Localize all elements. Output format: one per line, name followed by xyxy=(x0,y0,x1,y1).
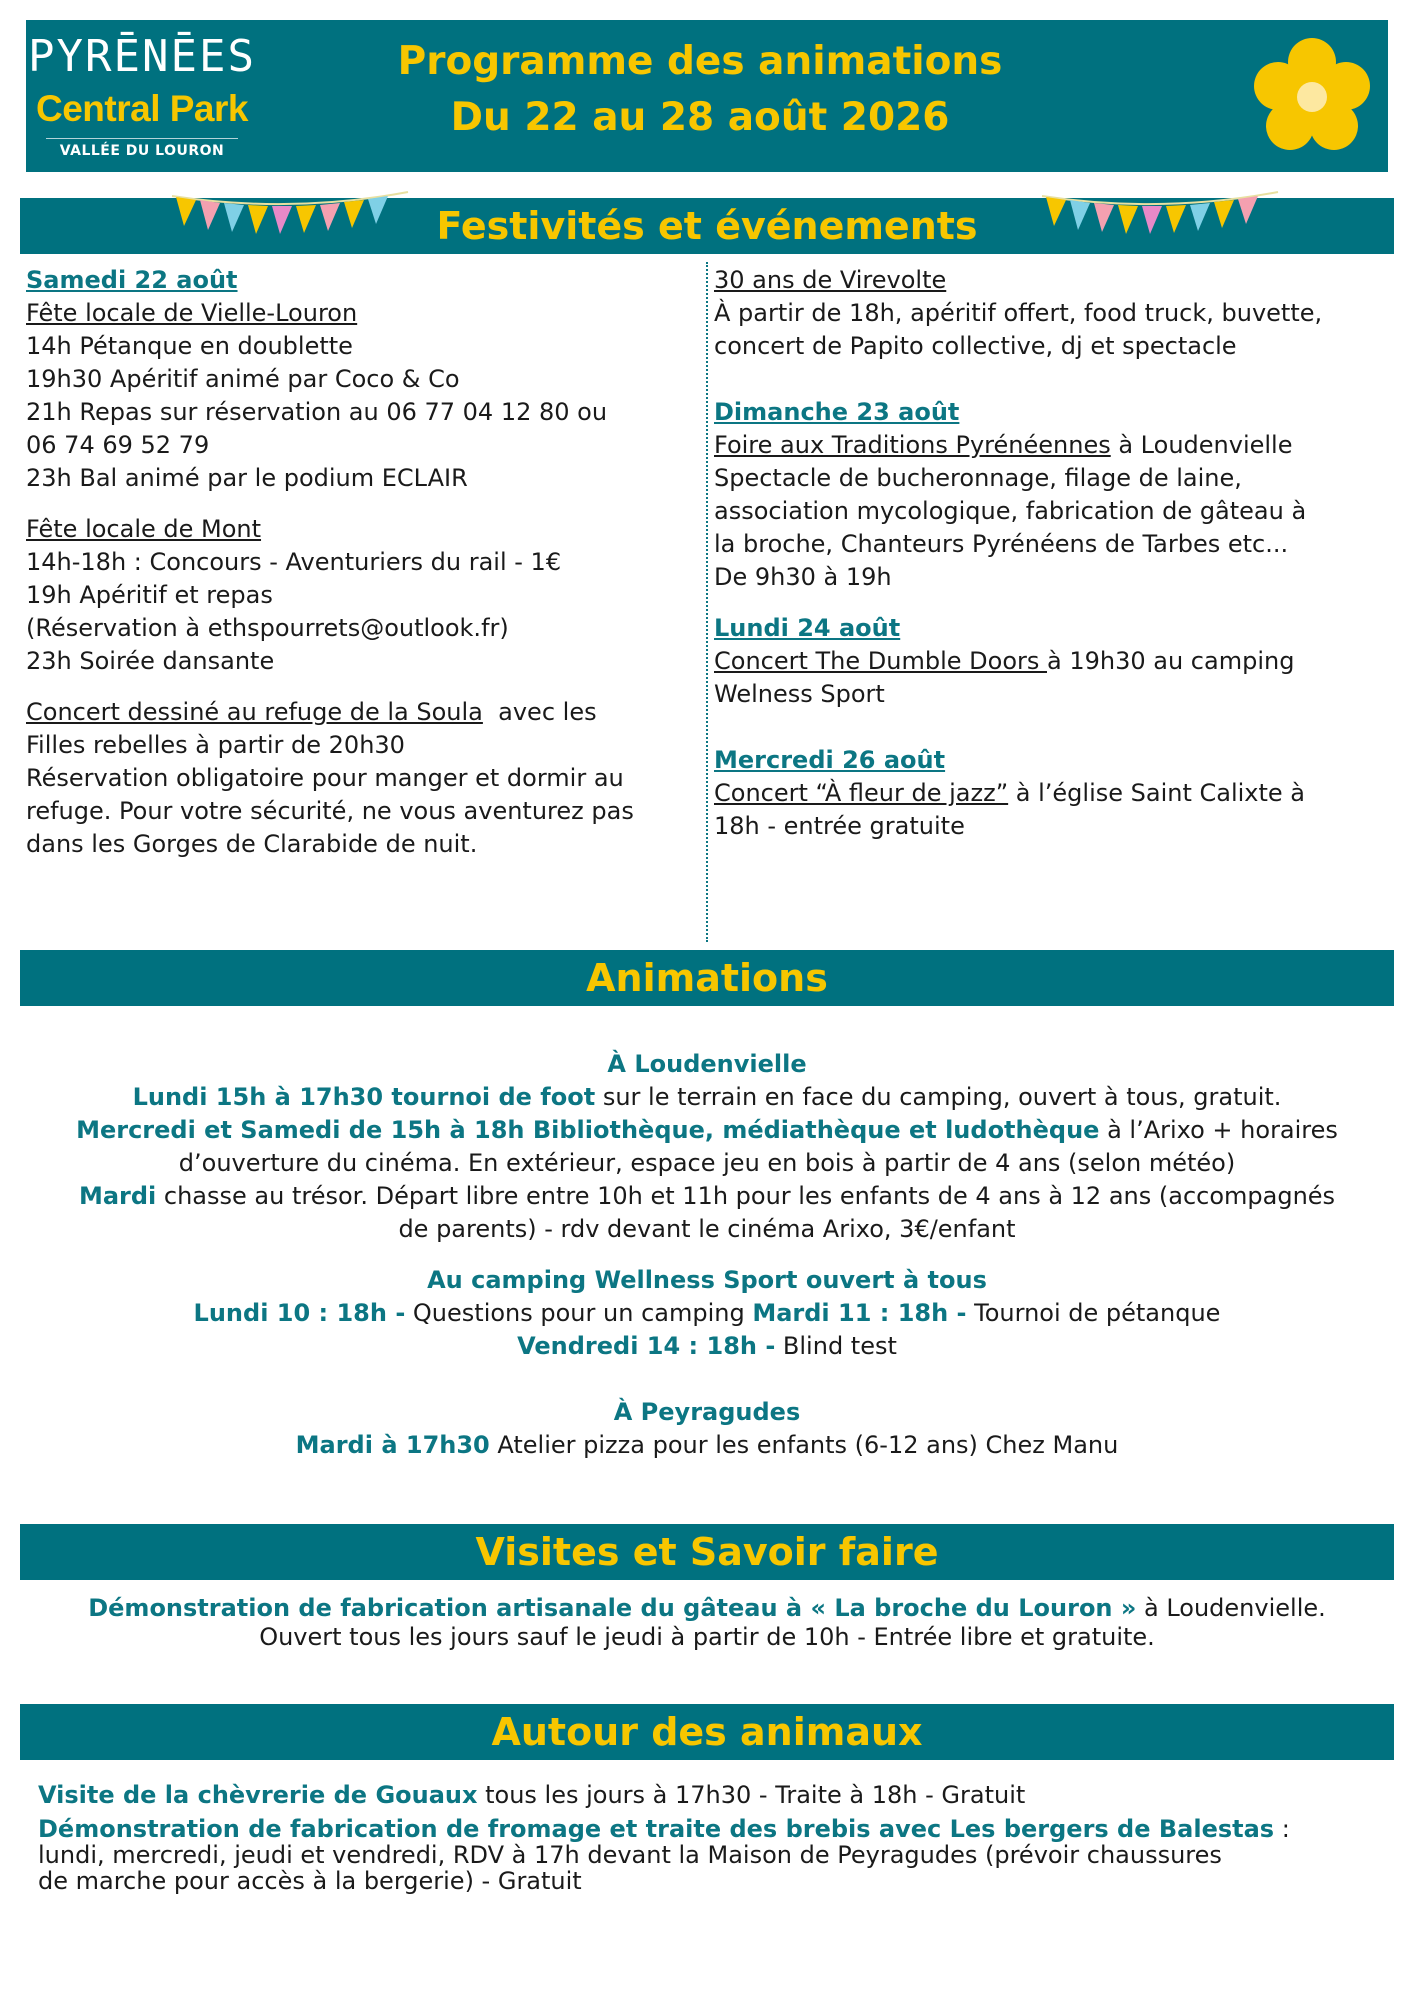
event-title-rest: à 19h30 au camping xyxy=(1047,647,1295,675)
animation-line: Mercredi et Samedi de 15h à 18h Bibliothèque, médiathèque et ludothèque à l’Arixo + horaires xyxy=(76,1116,1338,1144)
bunting-left-icon xyxy=(170,188,410,248)
event-line: concert de Papito collective, dj et spectacle xyxy=(714,332,1237,360)
event-line: Filles rebelles à partir de 20h30 xyxy=(26,731,405,759)
festivites-right-column xyxy=(714,264,1384,843)
page-title: Programme des animations xyxy=(397,39,1003,84)
section-title-animaux: Autour des animaux xyxy=(491,1710,923,1754)
animaux-line: lundi, mercredi, jeudi et vendredi, RDV à 17h devant la Maison de Peyragudes (prévoir chaussures xyxy=(38,1841,1222,1869)
section-visites-bar xyxy=(20,1524,1394,1580)
day-heading: Dimanche 23 août xyxy=(714,398,960,426)
event-title-line xyxy=(714,645,1384,678)
column-divider xyxy=(706,262,708,942)
event-line: Welness Sport xyxy=(714,680,885,708)
animation-line: Mardi chasse au trésor. Départ libre entre 10h et 11h pour les enfants de 4 ans à 12 ans (accompagnés xyxy=(78,1182,1336,1210)
location-heading: À Peyragudes xyxy=(613,1398,801,1426)
event-title: Fête locale de Mont xyxy=(26,515,262,543)
event-line: 23h Soirée dansante xyxy=(26,647,275,675)
event-title: Concert “À fleur de jazz” xyxy=(714,779,1009,807)
event-title-line xyxy=(26,696,696,729)
event-line: la broche, Chanteurs Pyrénéens de Tarbes etc... xyxy=(714,530,1289,558)
logo-text-pyrenees: PYRĒNĒES xyxy=(28,31,256,82)
event-line: 18h - entrée gratuite xyxy=(714,812,965,840)
visites-content xyxy=(30,1594,1384,1652)
animaux-line: Démonstration de fabrication de fromage et traite des brebis avec Les bergers de Balestas : xyxy=(38,1815,1290,1843)
event-line: De 9h30 à 19h xyxy=(714,563,892,591)
location-heading: À Loudenvielle xyxy=(607,1050,807,1078)
page-subtitle-dates: Du 22 au 28 août 2026 xyxy=(450,95,950,140)
event-title-rest: à Loudenvielle xyxy=(1110,431,1293,459)
event-title-rest: avec les xyxy=(482,698,597,726)
event-title: Concert The Dumble Doors xyxy=(714,647,1047,675)
section-title-animations: Animations xyxy=(586,956,828,1000)
section-title-festivites: Festivités et événements xyxy=(436,204,978,248)
section-title-visites: Visites et Savoir faire xyxy=(475,1530,939,1574)
day-heading: Lundi 24 août xyxy=(714,614,901,642)
event-line: refuge. Pour votre sécurité, ne vous aventurez pas xyxy=(26,797,634,825)
event-line: Spectacle de bucheronnage, filage de laine, xyxy=(714,464,1242,492)
event-line: À partir de 18h, apéritif offert, food truck, buvette, xyxy=(714,299,1323,327)
event-title-line xyxy=(714,777,1384,810)
day-heading: Samedi 22 août xyxy=(26,266,238,294)
event-title-rest: à l’église Saint Calixte à xyxy=(1008,779,1306,807)
visite-line: Démonstration de fabrication artisanale du gâteau à « La broche du Louron » à Loudenvielle. xyxy=(88,1594,1326,1622)
event-line: dans les Gorges de Clarabide de nuit. xyxy=(26,830,478,858)
animaux-line: Visite de la chèvrerie de Gouaux tous les jours à 17h30 - Traite à 18h - Gratuit xyxy=(38,1781,1026,1809)
event-line: 14h Pétanque en doublette xyxy=(26,332,353,360)
section-animations-bar xyxy=(20,950,1394,1006)
event-line: Réservation obligatoire pour manger et dormir au xyxy=(26,764,624,792)
event-title: Concert dessiné au refuge de la Soula xyxy=(26,698,483,726)
visite-line: Ouvert tous les jours sauf le jeudi à partir de 10h - Entrée libre et gratuite. xyxy=(259,1623,1155,1651)
animation-line: Lundi 10 : 18h - Questions pour un camping Mardi 11 : 18h - Tournoi de pétanque xyxy=(193,1299,1221,1327)
animation-line: Lundi 15h à 17h30 tournoi de foot sur le terrain en face du camping, ouvert à tous, gratuit. xyxy=(132,1083,1282,1111)
logo-text-central-park: Central Park xyxy=(36,88,248,129)
flower-icon xyxy=(1248,34,1376,162)
animation-line: de parents) - rdv devant le cinéma Arixo, 3€/enfant xyxy=(398,1215,1016,1243)
event-line: 21h Repas sur réservation au 06 77 04 12 80 ou xyxy=(26,398,608,426)
festivites-left-column xyxy=(26,264,696,861)
logo-text-vallee: VALLÉE DU LOURON xyxy=(59,143,225,159)
section-animaux-bar xyxy=(20,1704,1394,1760)
event-title-line xyxy=(714,429,1384,462)
event-line: 19h Apéritif et repas xyxy=(26,581,273,609)
animation-line: Vendredi 14 : 18h - Blind test xyxy=(517,1332,897,1360)
event-line: 19h30 Apéritif animé par Coco & Co xyxy=(26,365,460,393)
event-line: 23h Bal animé par le podium ECLAIR xyxy=(26,464,468,492)
animation-line: Mardi à 17h30 Atelier pizza pour les enfants (6-12 ans) Chez Manu xyxy=(295,1431,1119,1459)
bunting-right-icon xyxy=(1040,188,1280,248)
animations-content xyxy=(30,1048,1384,1462)
event-line: association mycologique, fabrication de gâteau à xyxy=(714,497,1307,525)
location-heading: Au camping Wellness Sport ouvert à tous xyxy=(427,1266,987,1294)
event-line: (Réservation à ethspourrets@outlook.fr) xyxy=(26,614,509,642)
event-title: Foire aux Traditions Pyrénéennes xyxy=(714,431,1111,459)
animaux-content xyxy=(38,1782,1378,1894)
logo-divider xyxy=(46,138,238,139)
event-title: Fête locale de Vielle-Louron xyxy=(26,299,358,327)
day-heading: Mercredi 26 août xyxy=(714,746,946,774)
event-line: 14h-18h : Concours - Aventuriers du rail - 1€ xyxy=(26,548,562,576)
animation-line: d’ouverture du cinéma. En extérieur, espace jeu en bois à partir de 4 ans (selon météo) xyxy=(178,1149,1236,1177)
event-title: 30 ans de Virevolte xyxy=(714,266,947,294)
animaux-line: de marche pour accès à la bergerie) - Gratuit xyxy=(38,1867,582,1895)
event-line: 06 74 69 52 79 xyxy=(26,431,210,459)
